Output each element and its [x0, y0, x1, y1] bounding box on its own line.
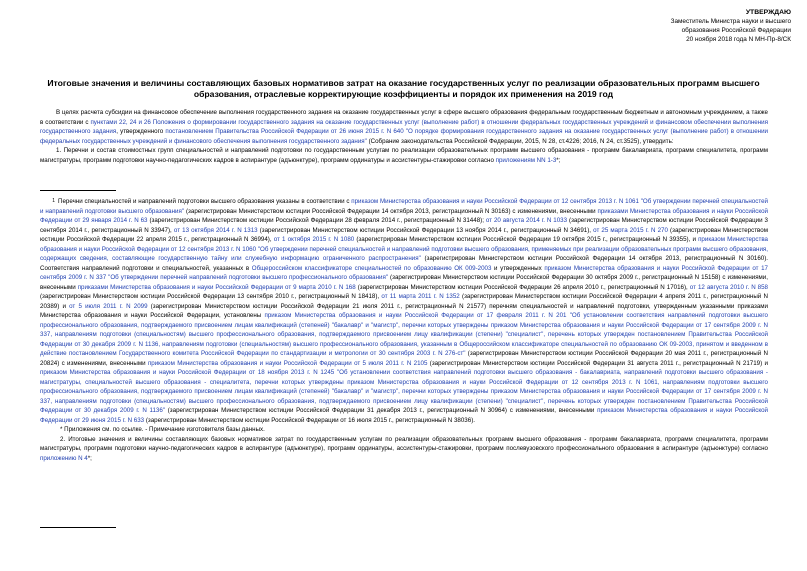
intro-text-4: (Собрание законодательства Российской Федерации, 2015, N 28, ст.4226; 2016, N 24, ст.3525), утвердить:	[366, 137, 674, 145]
footnote-separator-bottom	[40, 527, 116, 528]
item-1-paragraph	[40, 146, 768, 165]
intro-paragraph	[40, 108, 768, 146]
approval-position-line1: Заместитель Министра науки и высшего	[670, 18, 791, 25]
fn-text-10: (зарегистрирован Министерством юстиции Российской Федерации 30 октября 2009 г., регистрационный N 15158) с изменениями, внесенными	[40, 274, 768, 291]
intro-text-3: , утвержденного	[116, 128, 166, 135]
approval-position-line2: образования Российской Федерации	[681, 27, 791, 34]
item-2-paragraph	[40, 435, 768, 464]
link-order-633[interactable]: приказом Министерства образования и науки Российской Федерации от 29 июня 2015 г. N 633	[40, 407, 769, 424]
link-order-1033[interactable]: от 20 августа 2014 г. N 1033	[485, 217, 568, 224]
approval-heading: УТВЕРЖДАЮ	[745, 9, 791, 16]
link-resolution-640[interactable]: постановлением Правительства Российской Федерации от 26 июня 2015 г. N 640 "О порядке формирования государственного задания на оказание государственных услуг (выполнение работ) в отношении федеральных государственных учреждений и финансового обеспечения выполнения государственного задания"	[40, 128, 768, 145]
document-body	[40, 108, 768, 165]
item-1-text-2: *;	[556, 156, 561, 164]
footnote-main	[40, 197, 768, 463]
link-order-1245[interactable]: приказом Министерства образования и науки Российской Федерации от 18 ноября 2013 г. N 1245 "Об установлении соответствия направлений подготовки высшего образования - бакалавриата, направлений подготовки высшего образования - магистратуры, специальностей высшего образования - специалитета, перечни которых утверждены приказом Министерства образования и науки Российской Федерации от 12 сентября 2013 г. N 1061, направлениям подготовки высшего профессионального образования, подтверждаемого присвоением лицам квалификаций (степеней) "бакалавр" и "магистр", перечни которых утверждены приказом Министерства образования и науки Российской Федерации от 17 сентября 2009 г. N 337, направлениям подготовки (специальностям) высшего профессионального образования, подтверждаемого присвоением лицу квалификации (степени) "специалист", перечень которых утвержден постановлением Правительства Российской Федерации от 30 декабря 2009 г. N 1136"	[40, 369, 768, 414]
footnote-1-paragraph	[40, 197, 768, 425]
fn-text-3: (зарегистрирован Министерством юстиции Российской Федерации 28 февраля 2014 г., регистрационный N 31448);	[147, 217, 486, 224]
fn-text-11: (зарегистрирован Министерством юстиции Российской Федерации 26 апреля 2010 г., регистрационный N 17016),	[355, 283, 690, 291]
fn-text-6: (зарегистрирован Министерством юстиции Российской Федерации 22 апреля 2015 г., регистрационный N 36994),	[40, 226, 768, 243]
footnote-marker: 1	[52, 198, 55, 204]
item-2-text-1: 2. Итоговые значения и величины составляющих базовых нормативов затрат по государственным услугам по реализации образовательных программ высшего образования - программ бакалавриата, программ специалитета, программ магистратуры, программ подготовки научно-педагогических кадров в аспирантуре (адъюнктуре), программ ординатуры, ассистентуры-стажировки, программ послевузовского профессионального образования в аспирантуре (адъюнктуре) согласно	[40, 435, 768, 452]
link-order-1352[interactable]: от 11 марта 2011 г. N 1352	[381, 293, 460, 300]
fn-text-1: Перечни специальностей и направлений подготовки высшего образования указаны в соответствии с	[58, 198, 352, 205]
fn-text-2: (зарегистрирован Министерством юстиции Российской Федерации 14 октября 2013, регистрационный N 30163) с изменениями, внесенными	[184, 207, 598, 215]
fn-text-14: (зарегистрирован Министерством юстиции Российской Федерации 21 июля 2011 г., регистрационный N 21577) перечням специальностей и направлений подготовки, утвержденным указанными приказами Министерства образования и науки Российской Федерации, установлены	[40, 302, 768, 319]
fn-text-9: и утвержденных	[491, 264, 545, 272]
link-order-2099[interactable]: от 5 июля 2011 г. N 2099	[69, 302, 148, 310]
link-order-1060[interactable]: приказом Министерства образования и науки Российской Федерации от 12 сентября 2013 г. N 1060 "Об утверждении перечней специальностей и направлений подготовки высшего образования, применяемых при реализации образовательных программ высшего образования, содержащих сведения, составляющие государственную тайну или служебную информацию ограниченного распространения"	[40, 236, 768, 262]
document-title: Итоговые значения и величины составляющих базовых нормативов затрат на оказание государственных услуг по реализации образовательных программ высшего образования, отраслевые корректирующие коэффициенты и порядок их применения на 2019 год	[47, 78, 760, 99]
item-2-text-2: *;	[87, 454, 92, 462]
link-regulation-state-task[interactable]: Положения о формировании государственного задания на оказание государственных услуг (выполнение работ) в отношении федеральных государственных учреждений и финансовом обеспечении выполнения государственного задания	[40, 118, 768, 135]
link-order-2105[interactable]: приказом Министерства образования и науки Российской Федерации от 5 июля 2011 г. N 2105	[147, 359, 428, 367]
fn-text-7: (зарегистрирован Министерством юстиции Российской Федерации 19 октября 2015 г., регистрационный N 39355), и	[354, 236, 699, 243]
approval-date-number: 20 ноября 2018 года N МН-Пр-8/СК	[686, 36, 791, 43]
link-order-1080[interactable]: от 1 октября 2015 г. N 1080	[273, 236, 355, 243]
approval-block	[671, 8, 791, 44]
fn-text-5: (зарегистрирован Министерством юстиции Российской Федерации 13 ноября 2014 г., регистрационный N 34691),	[257, 226, 594, 234]
fn-text-18: (зарегистрирован Министерством юстиции Российской Федерации от 16 июля 2015 г., регистрационный N 38036).	[144, 416, 475, 424]
fn-text-17: (зарегистрирован Министерством юстиции Российской Федерации 31 декабря 2013 г., регистрационный N 30964) с изменениями, внесенными	[165, 407, 598, 414]
fn-text-13: (зарегистрирован Министерством юстиции Российской Федерации 4 апреля 2011 г., регистрационный N 20389) и	[40, 293, 768, 310]
fn-text-8: (зарегистрирован Министерством юстиции Российской Федерации 14 октября 2013, регистрационный N 30160). Соответствия направлений подготовки и специальностей, указанных в	[40, 255, 768, 272]
link-order-1061[interactable]: приказом Министерства образования и науки Российской Федерации от 12 сентября 2013 г. N 1061 "Об утверждении перечней специальностей и направлений подготовки высшего образования"	[40, 198, 768, 215]
link-classifier-ok-009-2003[interactable]: Общероссийском классификаторе специальностей по образованию ОК 009-2003	[251, 264, 492, 272]
footnote-star: * Приложения см. по ссылке. - Примечание изготовителя базы данных.	[60, 426, 265, 433]
link-order-63[interactable]: приказами Министерства образования и науки Российской Федерации от 29 января 2014 г. N 63	[40, 207, 769, 224]
link-points-22-24-26[interactable]: пунктами 22, 24 и 26	[90, 118, 151, 126]
intro-text-1: В целях расчета субсидии на финансовое обеспечение выполнения государственного задания на оказание государственных услуг в сфере высшего образования федеральным государственным бюджетным и автономным учреждением, а также в соответствии с	[40, 109, 768, 126]
fn-text-12: (зарегистрирован Министерством юстиции Российской Федерации 13 сентября 2010 г., регистрационный N 18418),	[40, 293, 382, 300]
fn-text-4: (зарегистрирован Министерством юстиции Российской Федерации 3 сентября 2014 г., регистрационный N 33947),	[40, 217, 768, 234]
link-order-201[interactable]: приказом Министерства образования и науки Российской Федерации от 17 февраля 2011 г. N 201 "Об установлении соответствия направлений подготовки высшего профессионального образования, подтверждаемого присвоением лицам квалификаций (степеней) "бакалавр" и "магистр", перечни которых утверждены приказом Министерства образования и науки Российской Федерации от 17 сентября 2009 г. N 337, направлениям подготовки (специальностям) высшего профессионального образования, подтверждаемого присвоением лицу квалификации (степени) "специалист", перечень которых утвержден постановлением Правительства Российской Федерации от 30 декабря 2009 г. N 1136, направлениям подготовки (специальностям) высшего профессионального образования, указанным в Общероссийском классификаторе специальностей по образованию ОК 09-2003, принятом и введенном в действие постановлением Государственного комитета Российской Федерации по стандартизации и метрологии от 30 сентября 2003 г. N 276-ст"	[40, 312, 768, 357]
link-appendices-1-3[interactable]: приложениям NN 1-3	[495, 156, 557, 164]
item-1-text-1: 1. Перечни и состав стоимостных групп специальностей и направлений подготовки по государственным услугам по реализации образовательных программ высшего образования - программ бакалавриата, программ специалитета, программ магистратуры, программ подготовки научно-педагогических кадров в аспирантуре (адъюнктуре), программ ординатуры и ассистентуры-стажировки согласно	[40, 147, 768, 164]
link-order-858[interactable]: от 12 августа 2010 г. N 858	[689, 283, 768, 291]
fn-text-16: (зарегистрирован Министерством юстиции Российской Федерации 31 августа 2011 г., регистрационный N 21719) и	[427, 359, 768, 367]
link-order-270[interactable]: от 25 марта 2015 г. N 270	[593, 226, 668, 234]
link-order-337[interactable]: приказом Министерства образования и науки Российской Федерации от 17 сентября 2009 г. N 337 "Об утверждении перечней направлений подготовки высшего профессионального образования"	[40, 264, 768, 281]
link-order-1313[interactable]: от 13 октября 2014 г. N 1313	[173, 226, 258, 234]
footnote-separator	[40, 190, 116, 191]
link-appendix-4[interactable]: приложению N 4	[40, 454, 88, 462]
link-order-168[interactable]: приказами Министерства образования и науки Российской Федерации от 9 марта 2010 г. N 168	[77, 283, 356, 291]
fn-text-15: (зарегистрирован Министерством юстиции Российской Федерации 20 мая 2011 г., регистрационный N 20824) с изменениями, внесенными	[40, 350, 768, 367]
